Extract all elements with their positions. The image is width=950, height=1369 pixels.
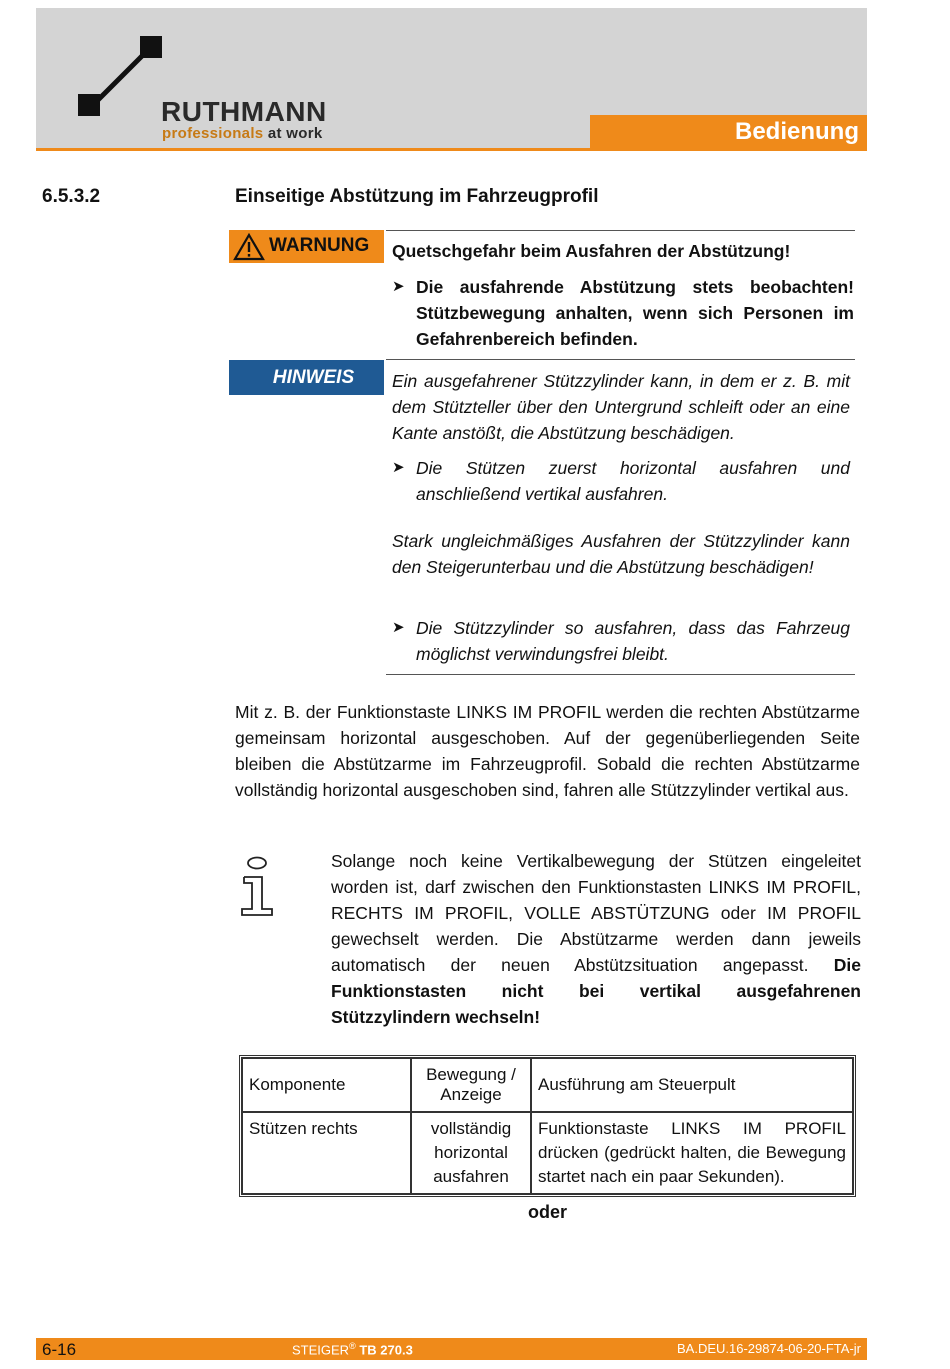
section-title: Einseitige Abstützung im Fahrzeugprofil (235, 186, 599, 207)
note-paragraph-2: Stark ungleichmäßiges Ausfahren der Stützzylinder kann den Steigerunterbau und die Abstützung beschädigen! (392, 531, 850, 577)
table-header-row (242, 1058, 853, 1112)
component-table (239, 1055, 856, 1197)
warning-title: Quetschgefahr beim Ausfahren der Abstützung! (392, 241, 791, 261)
brand-name: RUTHMANN (161, 96, 327, 127)
body-paragraph: Mit z. B. der Funktionstaste LINKS IM PROFIL werden die rechten Abstützarme gemeinsam horizontal ausgeschoben. Auf der gegenüberliegenden Seite bleiben die Abstützarme im Fahrzeugprofil. Sobald die rechten Abstützarme vollständig horizontal ausgeschoben sind, fahren alle Stützzylinder vertikal aus. (235, 702, 860, 800)
table-header: Ausführung am Steuerpult (531, 1058, 853, 1112)
brand-tagline-a: professionals (162, 125, 264, 142)
info-text-normal: Solange noch keine Vertikalbewegung der Stützen eingeleitet worden ist, darf zwischen den Funktionstasten LINKS IM PROFIL, RECHTS IM PROFIL, VOLLE ABSTÜTZUNG oder IM PROFIL gewechselt werden. Die Abstützarme werden dann jeweils automatisch der neuen Abstützsituation angepasst. (331, 851, 861, 975)
note-paragraph-1: Ein ausgefahrener Stützzylinder kann, in dem er z. B. mit dem Stützteller über den Untergrund schleift oder an eine Kante anstößt, die Abstützung beschädigen. (392, 371, 850, 443)
warning-action (392, 274, 854, 352)
page-number: 6-16 (42, 1340, 77, 1359)
info-text-bold: Die Funktionstasten nicht bei vertikal ausgefahrenen Stützzylindern wechseln! (331, 955, 861, 1027)
arrow-bullet-icon: ➤ (392, 459, 405, 476)
ruthmann-logo-icon (76, 34, 166, 124)
info-text (331, 848, 861, 1030)
section-number: 6.5.3.2 (42, 186, 101, 207)
divider (386, 674, 855, 675)
warning-label: WARNUNG (269, 235, 370, 256)
model-sup: ® (349, 1341, 356, 1351)
section-tab: Bedienung (590, 115, 867, 148)
table-cell: vollständig horizontal ausfahren (411, 1112, 531, 1194)
info-icon (238, 855, 276, 917)
brand-tagline (162, 125, 323, 142)
warning-triangle-icon (233, 233, 265, 261)
note-action-2-text: Die Stützzylinder so ausfahren, dass das Fahrzeug möglichst verwindungsfrei bleibt. (416, 618, 850, 664)
note-action-2 (392, 615, 850, 667)
note-label: HINWEIS (229, 360, 384, 395)
warning-label-box (229, 230, 384, 263)
page-footer (36, 1338, 867, 1360)
divider (386, 359, 855, 360)
document-id: BA.DEU.16-29874-06-20-FTA-jr (677, 1341, 861, 1356)
table-row (242, 1112, 853, 1194)
warning-action-text: Die ausfahrende Abstützung stets beobachten! Stützbewegung anhalten, wenn sich Personen im Gefahrenbereich befinden. (416, 277, 854, 349)
table-header: Bewegung / Anzeige (411, 1058, 531, 1112)
brand-tagline-b: at work (267, 125, 323, 142)
table-cell: Funktionstaste LINKS IM PROFIL drücken (gedrückt halten, die Bewegung startet nach ein paar Sekunden). (531, 1112, 853, 1194)
note-action-1 (392, 455, 850, 507)
divider (386, 230, 855, 231)
table-header: Komponente (242, 1058, 411, 1112)
model-name (292, 1341, 413, 1357)
model-prefix: STEIGER (292, 1342, 350, 1358)
note-action-1-text: Die Stützen zuerst horizontal ausfahren und anschließend vertikal ausfahren. (416, 458, 850, 504)
arrow-bullet-icon: ➤ (392, 619, 405, 636)
model-type: TB 270.3 (359, 1342, 413, 1358)
table-cell: Stützen rechts (242, 1112, 411, 1194)
arrow-bullet-icon: ➤ (392, 278, 405, 295)
oder-label: oder (528, 1202, 568, 1222)
